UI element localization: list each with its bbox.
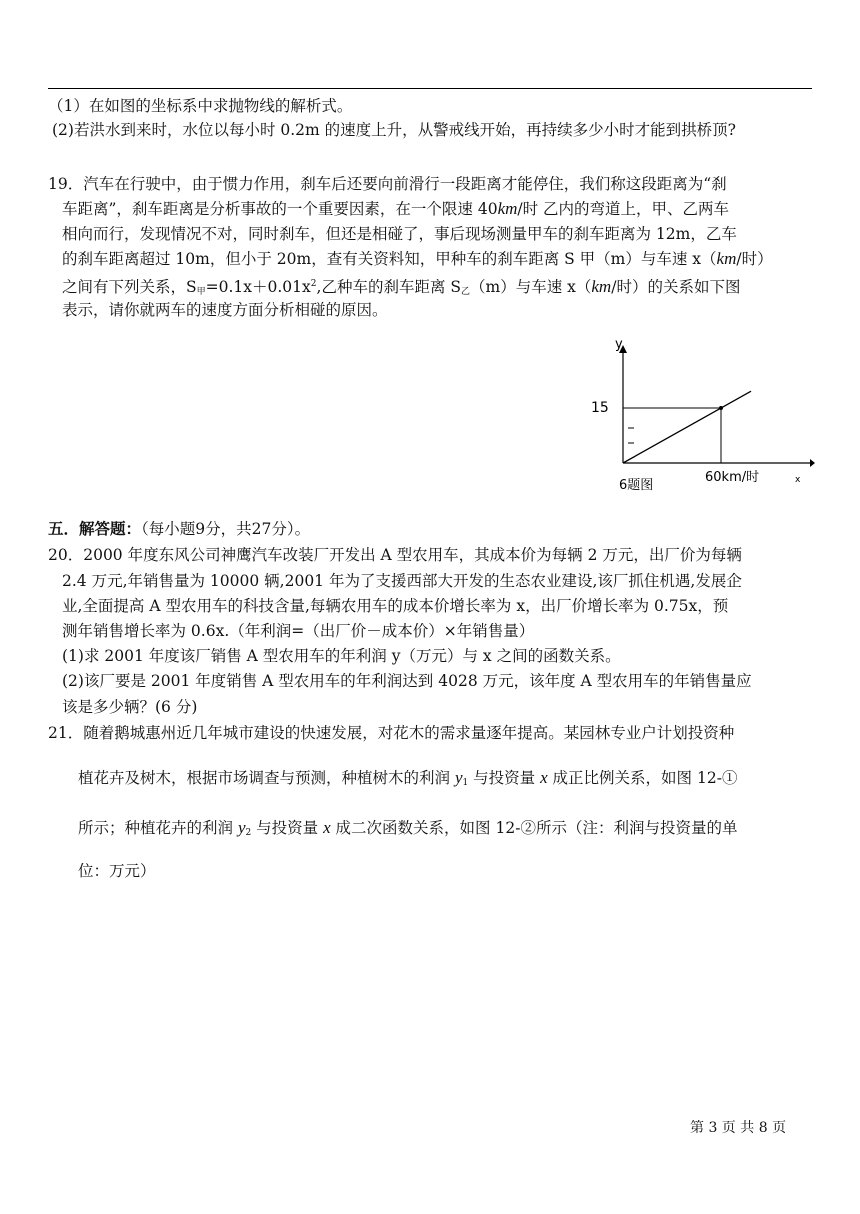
var-y: y xyxy=(454,768,463,787)
q19-line5 xyxy=(62,274,832,302)
q19-line6: 表示，请你就两车的速度方面分析相碰的原因。 xyxy=(62,301,388,319)
q21-line2-b: 与投资量 xyxy=(468,769,541,787)
q21-line2-c: 成正比例关系，如图 12-① xyxy=(547,769,738,787)
q19-line1: 19．汽车在行驶中，由于惯力作用，刹车后还要向前滑行一段距离才能停住，我们称这段距离为“刹 xyxy=(48,175,727,193)
x-tick-label: 60km/时 xyxy=(705,470,760,485)
x-axis-label: x xyxy=(795,475,801,485)
x-axis-arrow xyxy=(810,459,815,467)
q21-line3-c: 成二次函数关系，如图 12-②所示（注：利润与投资量的单 xyxy=(330,819,738,837)
km-unit: km xyxy=(716,249,737,268)
braking-distance-graph xyxy=(585,335,815,500)
q20-part2-cont: 该是多少辆？(6 分) xyxy=(62,698,198,716)
q21-line3 xyxy=(78,818,848,843)
q20-line3: 业,全面提高 A 型农用车的科技含量,每辆农用车的成本价增长率为 x，出厂价增长率为 0.75x，预 xyxy=(62,597,729,615)
q20-part2: (2)该厂要是 2001 年度销售 A 型农用车的年利润达到 4028 万元，该年度 A 型农用车的年销售量应 xyxy=(62,672,752,690)
top-rule xyxy=(48,88,812,89)
q19-line4-text: 的刹车距离超过 10m，但小于 20m，查有关资料知，甲种车的刹车距离 S 甲（m）与车速 x（ xyxy=(62,250,717,268)
subscript-yi: 乙 xyxy=(461,287,471,297)
km-unit: km xyxy=(497,199,518,218)
section-heading xyxy=(48,519,818,539)
series-line xyxy=(623,391,751,463)
y-axis-label: y xyxy=(615,337,623,352)
figure-caption: 6题图 xyxy=(619,478,654,493)
q19-line4 xyxy=(62,249,832,269)
q21-line3-a: 所示；种植花卉的利润 xyxy=(78,819,238,837)
q21-line4: 位：万元） xyxy=(78,862,156,880)
q19-line2-text-b: /时 乙内的弯道上，甲、乙两车 xyxy=(517,200,730,218)
subscript-2: 2 xyxy=(245,828,252,838)
subscript-jia: 甲 xyxy=(196,287,206,297)
q19-line5-d: （m）与车速 x（ xyxy=(470,278,592,296)
q19-line3: 相向而行，发现情况不对，同时刹车，但还是相碰了，事后现场测量甲车的刹车距离为 12m，乙车 xyxy=(62,225,737,243)
var-y: y xyxy=(237,818,246,837)
superscript-2: 2 xyxy=(310,279,317,289)
q19-line5-a: 之间有下列关系，S xyxy=(62,278,197,296)
subscript-1: 1 xyxy=(462,778,469,788)
q20-line1: 20．2000 年度东风公司神鹰汽车改装厂开发出 A 型农用车，其成本价为每辆 2 万元，出厂价为每辆 xyxy=(48,546,742,564)
q20-part1: (1)求 2001 年度该厂销售 A 型农用车的年利润 y（万元）与 x 之间的函数关系。 xyxy=(62,647,621,665)
q21-line3-b: 与投资量 xyxy=(251,819,324,837)
page-number: 第 3 页 共 8 页 xyxy=(690,1120,787,1136)
q19-line5-c: ,乙种车的刹车距离 S xyxy=(316,278,461,296)
section-title: 五．解答题： xyxy=(48,519,142,538)
q18-part1: （1）在如图的坐标系中求抛物线的解析式。 xyxy=(48,97,353,115)
q18-part2: (2)若洪水到来时，水位以每小时 0.2m 的速度上升，从警戒线开始，再持续多少小时才能到拱桥顶? xyxy=(52,121,736,139)
q20-line4: 测年销售增长率为 0.6x.（年利润=（出厂价－成本价）×年销售量） xyxy=(62,622,535,640)
q19-line2-text: 车距离”，刹车距离是分析事故的一个重要因素，在一个限速 40 xyxy=(62,200,498,218)
q21-line1: 21．随着鹅城惠州近几年城市建设的快速发展，对花木的需求量逐年提高。某园林专业户计划投资种 xyxy=(48,724,735,742)
q19-line5-b: =0.1x＋0.01x xyxy=(205,278,311,296)
var-x: x xyxy=(323,818,331,837)
y-tick-label: 15 xyxy=(591,400,609,416)
q20-line2: 2.4 万元,年销售量为 10000 辆,2001 年为了支援西部大开发的生态农业建设,该厂抓住机遇,发展企 xyxy=(62,572,742,590)
var-x: x xyxy=(540,768,548,787)
q19-line5-e: /时）的关系如下图 xyxy=(611,278,741,296)
q19-line2 xyxy=(62,199,832,219)
q21-line2 xyxy=(78,768,848,793)
km-unit: km xyxy=(591,277,612,296)
section-note: （每小题9分，共27分）。 xyxy=(141,520,311,538)
data-point xyxy=(719,406,723,410)
q21-line2-a: 植花卉及树木，根据市场调查与预测，种植树木的利润 xyxy=(78,769,455,787)
y-minor-ticks xyxy=(628,428,634,443)
q19-line4-text-b: /时） xyxy=(736,250,773,268)
